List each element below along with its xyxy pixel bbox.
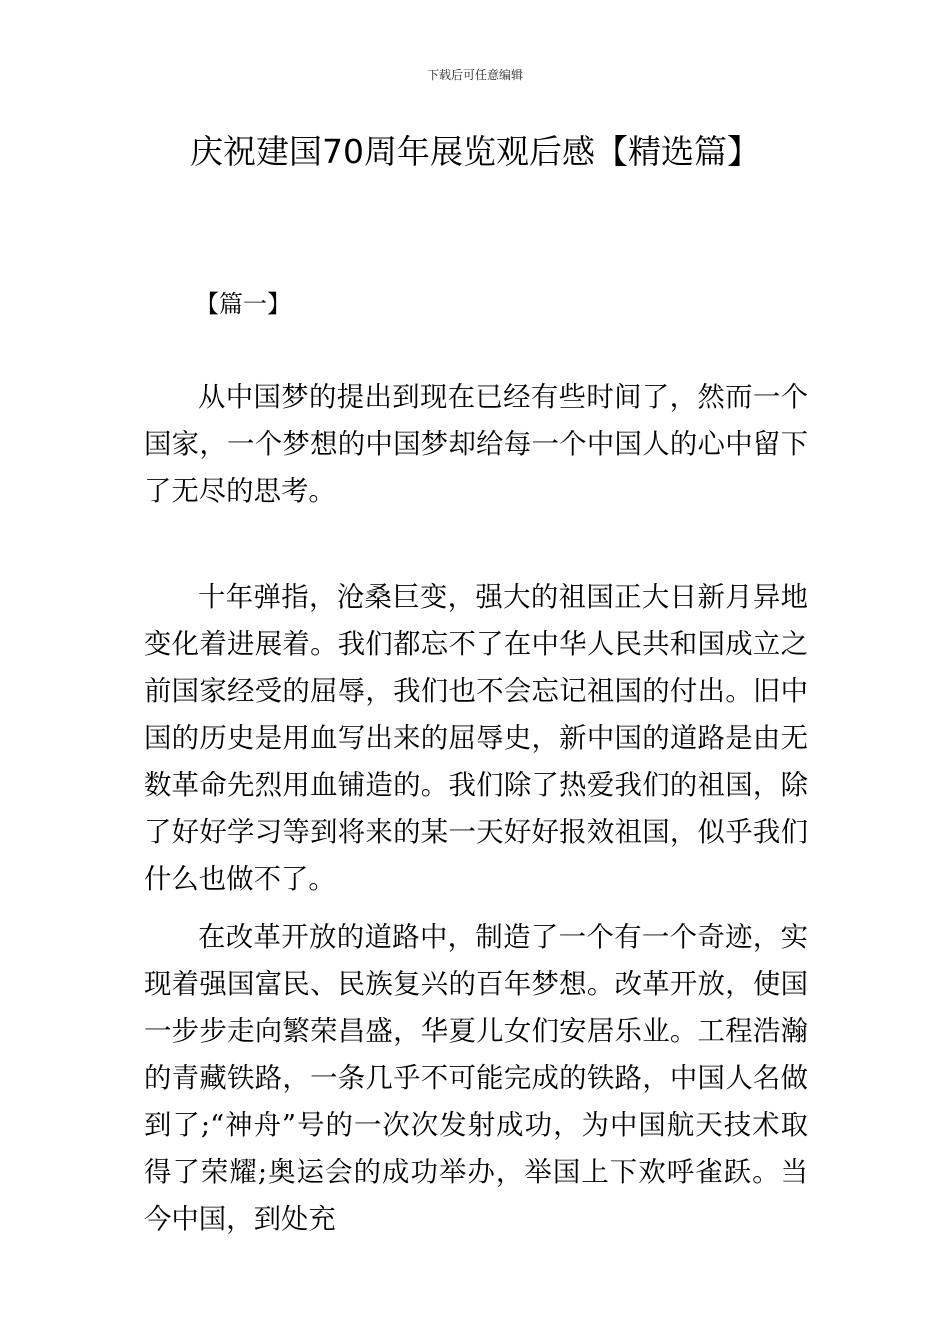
paragraph: 在改革开放的道路中，制造了一个有一个奇迹，实现着强国富民、民族复兴的百年梦想。改革开放，使国一步步走向繁荣昌盛，华夏儿女们安居乐业。工程浩瀚的青藏铁路，一条几乎不可能完成的铁路，中国人名做到了;“神舟”号的一次次发射成功，为中国航天技术取得了荣耀;奥运会的成功举办，举国上下欢呼雀跃。当今中国，到处充 bbox=[144, 922, 808, 1235]
header-note: 下载后可任意编辑 bbox=[426, 68, 523, 82]
paragraph: 从中国梦的提出到现在已经有些时间了，然而一个国家，一个梦想的中国梦却给每一个中国人的心中留下了无尽的思考。 bbox=[144, 382, 808, 507]
section-label: 【篇一】 bbox=[195, 290, 291, 318]
document-title: 庆祝建国70周年展览观后感【精选篇】 bbox=[190, 132, 760, 171]
paragraph: 十年弹指，沧桑巨变，强大的祖国正大日新月异地变化着进展着。我们都忘不了在中华人民共和国成立之前国家经受的屈辱，我们也不会忘记祖国的付出。旧中国的历史是用血写出来的屈辱史，新中国的道路是由无数革命先烈用血铺造的。我们除了热爱我们的祖国，除了好好学习等到将来的某一天好好报效祖国，似乎我们什么也做不了。 bbox=[144, 582, 808, 895]
